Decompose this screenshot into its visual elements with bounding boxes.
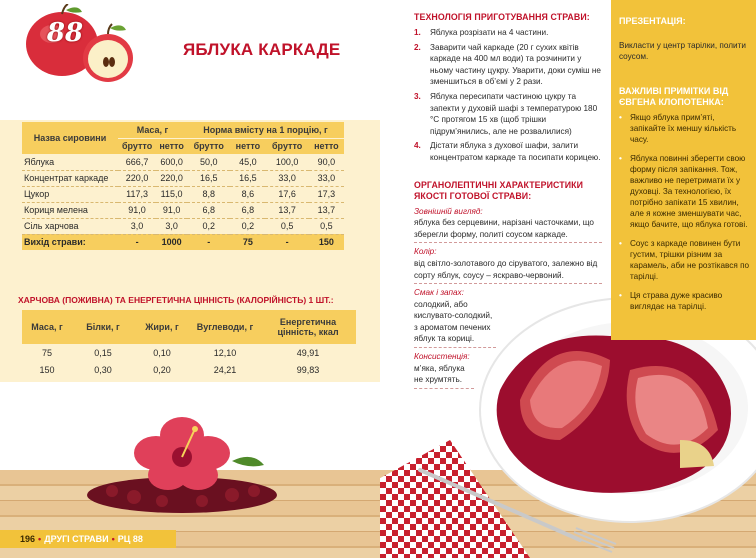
step-number: 2. (414, 42, 421, 52)
table-row (22, 361, 356, 378)
cell-value: 33,0 (265, 170, 308, 186)
header-netto: нетто (309, 138, 344, 154)
table-row (22, 202, 344, 218)
ingredients-table (22, 122, 344, 250)
list-item (414, 27, 602, 39)
texture-text: м’яка, яблука не хрумтять. (414, 363, 474, 389)
cell-value: 75 (41, 347, 52, 358)
cell-value: 99,83 (296, 364, 320, 375)
cell-value: 0,20 (153, 364, 171, 375)
header-netto: нетто (230, 138, 265, 154)
list-item (414, 140, 602, 163)
table-row (22, 170, 344, 186)
cell-value: 91,0 (156, 202, 187, 218)
total-label: Вихід страви: (22, 234, 118, 250)
recipe-number: 88 (46, 18, 84, 48)
cell-value: 0,2 (230, 218, 265, 234)
tips-list (619, 112, 751, 320)
cell-value: 3,0 (118, 218, 156, 234)
cell-value: 666,7 (118, 154, 156, 170)
cell-value: 75 (230, 234, 265, 250)
technology-title: ТЕХНОЛОГІЯ ПРИГОТУВАННЯ СТРАВИ: (414, 12, 590, 22)
table-row (22, 186, 344, 202)
cell-value: 3,0 (156, 218, 187, 234)
header-brutto: брутто (265, 138, 308, 154)
cell-value: 49,91 (296, 347, 320, 358)
cell-value: 0,15 (94, 347, 112, 358)
cell-value: - (118, 234, 156, 250)
recipe-title: ЯБЛУКА КАРКАДЕ (183, 40, 341, 59)
cell-value: 13,7 (265, 202, 308, 218)
tips-title: ВАЖЛИВІ ПРИМІТКИ ВІД ЄВГЕНА КЛОПОТЕНКА: (619, 86, 729, 107)
cell-value: 16,5 (230, 170, 265, 186)
taste-label: Смак і запах: (414, 288, 464, 298)
header-norm: Норма вмісту на 1 порцію, г (187, 122, 344, 138)
ingredient-name: Сіль харчова (22, 218, 118, 234)
cell-value: 115,0 (156, 186, 187, 202)
step-number: 1. (414, 28, 421, 37)
list-item: • Ця страва дуже красиво виглядає на тарілці. (619, 290, 751, 312)
cell-value: 220,0 (118, 170, 156, 186)
cell-value: 1000 (156, 234, 187, 250)
cell-value: 12,10 (213, 347, 237, 358)
cell-value: 600,0 (156, 154, 187, 170)
cell-value: 33,0 (309, 170, 344, 186)
cell-value: 100,0 (265, 154, 308, 170)
color-label: Колір: (414, 247, 437, 257)
total-row (22, 234, 344, 250)
cell-value: 6,8 (230, 202, 265, 218)
header-netto: нетто (156, 138, 187, 154)
presentation-text: Викласти у центр тарілки, полити соусом. (619, 41, 746, 61)
cell-value: 17,6 (265, 186, 308, 202)
step-number: 3. (414, 91, 421, 101)
cell-value: - (187, 234, 230, 250)
cell-value: 0,30 (94, 364, 112, 375)
hibiscus-flower-illustration (82, 405, 282, 515)
nutrition-header: Жири, г (134, 310, 190, 344)
table-row (22, 154, 344, 170)
cell-value: 0,5 (265, 218, 308, 234)
taste-text: солодкий, або кислувато-солодкий, з ароматом печених яблук та кориці. (414, 299, 496, 348)
organoleptic-title: ОРГАНОЛЕПТИЧНІ ХАРАКТЕРИСТИКИ ЯКОСТІ ГОТОВОЇ СТРАВИ: (414, 179, 584, 201)
section-name: ДРУГІ СТРАВИ (44, 534, 109, 544)
header-name: Назва сировини (22, 122, 118, 154)
cell-value: 8,8 (187, 186, 230, 202)
table-row (22, 218, 344, 234)
step-text: Дістати яблука з духової шафи, залити концентратом каркаде та посипати корицею. (430, 141, 601, 162)
table-row (22, 344, 356, 361)
cell-value: 17,3 (309, 186, 344, 202)
cell-value: 0,10 (153, 347, 171, 358)
cell-value: 50,0 (187, 154, 230, 170)
cell-value: 220,0 (156, 170, 187, 186)
sidebar-notes (611, 0, 756, 340)
list-item (414, 42, 602, 88)
nutrition-header: Маса, г (22, 310, 72, 344)
header-brutto: брутто (187, 138, 230, 154)
color-text: від світло-золотавого до сіруватого, залежно від сорту яблук, соусу – яскраво-червоний. (414, 258, 602, 284)
cell-value: 150 (309, 234, 344, 250)
presentation-title: ПРЕЗЕНТАЦІЯ: (619, 16, 686, 26)
step-text: Яблука розрізати на 4 частини. (430, 28, 549, 37)
header-mass: Маса, г (118, 122, 187, 138)
list-item: • Соус з каркаде повинен бути густим, трішки різним за карамель, аби не розтікався по тарілці. (619, 238, 751, 282)
nutrition-header: Енергетична цінність, ккал (260, 310, 356, 344)
cell-value: 45,0 (230, 154, 265, 170)
ingredient-name: Цукор (22, 186, 118, 202)
nutrition-header: Білки, г (72, 310, 134, 344)
cell-value: 8,6 (230, 186, 265, 202)
cell-value: 0,5 (309, 218, 344, 234)
page-number: 196 (20, 534, 36, 544)
nutrition-header: Вуглеводи, г (190, 310, 260, 344)
technology-column (414, 12, 602, 389)
texture-label: Консистенція: (414, 352, 470, 362)
nutrition-table (22, 310, 356, 378)
ingredient-name: Кориця мелена (22, 202, 118, 218)
cell-value: 0,2 (187, 218, 230, 234)
step-text: Яблука пересипати частиною цукру та запекти у духовій шафі з температурою 180 °С протягом 15 хв (щоб трішки підрум’янились, але не розвалилися) (430, 91, 598, 136)
appearance-text: яблука без серцевини, нарізані часточками, що зберегли форму, политі соусом каркаде. (414, 217, 602, 243)
footer: 196 • ДРУГІ СТРАВИ • РЦ 88 (20, 534, 143, 544)
steps-list (414, 27, 602, 164)
cell-value: - (265, 234, 308, 250)
cell-value: 117,3 (118, 186, 156, 202)
nutrition-heading: ХАРЧОВА (ПОЖИВНА) ТА ЕНЕРГЕТИЧНА ЦІННІСТЬ (КАЛОРІЙНІСТЬ) 1 ШТ.: (18, 295, 334, 305)
cell-value: 13,7 (309, 202, 344, 218)
header-brutto: брутто (118, 138, 156, 154)
cell-value: 6,8 (187, 202, 230, 218)
cell-value: 91,0 (118, 202, 156, 218)
step-number: 4. (414, 141, 421, 151)
cell-value: 16,5 (187, 170, 230, 186)
list-item: • Якщо яблука прим’яті, запікайте їх меншу кількість часу. (619, 112, 751, 145)
cell-value: 24,21 (213, 364, 237, 375)
appearance-label: Зовнішній вигляд: (414, 206, 483, 216)
list-item (414, 91, 602, 137)
step-text: Заварити чай каркаде (20 г сухих квітів каркаде на 400 мл води) та розчинити у ньому частину цукру. Уварити, доки суміш не зменшиться в об’ємі у 2 рази. (430, 42, 601, 87)
cell-value: 90,0 (309, 154, 344, 170)
recipe-code: РЦ 88 (117, 534, 143, 544)
list-item: • Яблука повинні зберегти свою форму після запікання. Тож, важливо не перетримати їх у духовці. За технологією, їх потрібно запікати 15 хвилин, але я кожне зменшувати час, якщо бачите, що яблука готові. (619, 153, 751, 230)
ingredient-name: Яблука (22, 154, 118, 170)
ingredient-name: Концентрат каркаде (22, 170, 118, 186)
cell-value: 150 (39, 364, 55, 375)
